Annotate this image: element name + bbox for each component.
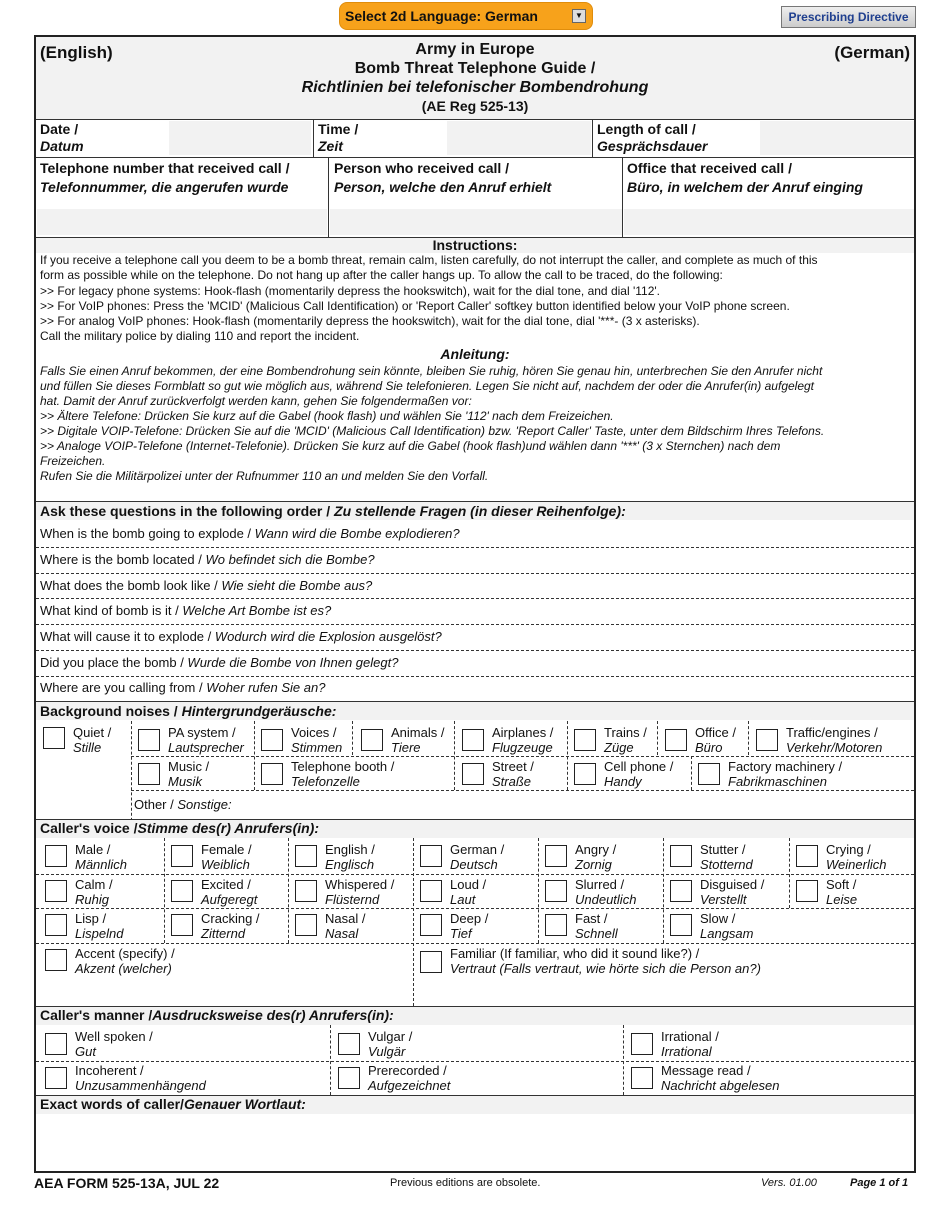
label-soft: Soft / Leise xyxy=(826,877,858,907)
date-input[interactable] xyxy=(169,121,311,155)
checkbox-animals[interactable] xyxy=(361,729,383,751)
checkbox-nasal[interactable] xyxy=(295,914,317,936)
questions-title: Ask these questions in the following order / Zu stellende Fragen (in dieser Reihenfolge): xyxy=(40,503,626,519)
label-slurred: Slurred / Undeutlich xyxy=(575,877,637,907)
checkbox-stutter[interactable] xyxy=(670,845,692,867)
form-id: AEA FORM 525-13A, JUL 22 xyxy=(34,1175,220,1191)
checkbox-office[interactable] xyxy=(665,729,687,751)
language-select-label: Select 2d Language: German xyxy=(345,8,538,24)
checkbox-loud[interactable] xyxy=(420,880,442,902)
regulation-ref: (AE Reg 525-13) xyxy=(421,98,529,114)
label-airplanes: Airplanes / Flugzeuge xyxy=(492,725,554,755)
time-input[interactable] xyxy=(447,121,591,155)
office-input[interactable] xyxy=(624,209,914,235)
checkbox-voices[interactable] xyxy=(261,729,283,751)
checkbox-well-spoken[interactable] xyxy=(45,1033,67,1055)
exact-words-input[interactable] xyxy=(37,1115,913,1171)
label-nasal: Nasal / Nasal xyxy=(325,911,366,941)
callers-manner-title: Caller's manner /Ausdrucksweise des(r) Anrufers(in): xyxy=(40,1007,394,1023)
callers-voice-title: Caller's voice /Stimme des(r) Anrufers(in): xyxy=(40,820,320,836)
label-male: Male / Männlich xyxy=(75,842,128,872)
question-1[interactable]: When is the bomb going to explode / Wann wird die Bombe explodieren? xyxy=(40,526,460,541)
checkbox-familiar[interactable] xyxy=(420,951,442,973)
label-voices: Voices / Stimmen xyxy=(291,725,343,755)
label-office: Office / Büro xyxy=(695,725,736,755)
german-label: (German) xyxy=(834,43,910,62)
checkbox-slurred[interactable] xyxy=(545,880,567,902)
checkbox-pa-system[interactable] xyxy=(138,729,160,751)
length-label: Length of call / Gesprächsdauer xyxy=(597,121,708,154)
label-quiet: Quiet / Stille xyxy=(73,725,112,755)
obsolete-note: Previous editions are obsolete. xyxy=(390,1177,541,1189)
title-line-2: Bomb Threat Telephone Guide / xyxy=(354,60,596,77)
bomb-threat-form xyxy=(34,35,916,1173)
label-well-spoken: Well spoken / Gut xyxy=(75,1029,153,1059)
label-familiar: Familiar (If familiar, who did it sound like?) / Vertraut (Falls vertraut, wie hörte sich die Person an?) xyxy=(450,946,761,976)
checkbox-english[interactable] xyxy=(295,845,317,867)
checkbox-lisp[interactable] xyxy=(45,914,67,936)
title-line-3: Richtlinien bei telefonischer Bombendrohung xyxy=(301,79,649,96)
telephone-number-label: Telephone number that received call / Telefonnummer, die angerufen wurde xyxy=(40,160,290,195)
checkbox-whispered[interactable] xyxy=(295,880,317,902)
label-calm: Calm / Ruhig xyxy=(75,877,113,907)
checkbox-street[interactable] xyxy=(462,763,484,785)
checkbox-fast[interactable] xyxy=(545,914,567,936)
checkbox-quiet[interactable] xyxy=(43,727,65,749)
label-cell-phone: Cell phone / Handy xyxy=(604,759,674,789)
instructions-title: Instructions: xyxy=(432,237,518,253)
english-label: (English) xyxy=(40,43,113,62)
checkbox-factory-machinery[interactable] xyxy=(698,763,720,785)
label-vulgar: Vulgar / Vulgär xyxy=(368,1029,413,1059)
page-number: Page 1 of 1 xyxy=(850,1177,909,1189)
checkbox-airplanes[interactable] xyxy=(462,729,484,751)
checkbox-angry[interactable] xyxy=(545,845,567,867)
label-angry: Angry / Zornig xyxy=(575,842,617,872)
label-music: Music / Musik xyxy=(168,759,210,789)
checkbox-irrational[interactable] xyxy=(631,1033,653,1055)
label-pa-system: PA system / Lautsprecher xyxy=(168,725,244,755)
label-excited: Excited / Aufgeregt xyxy=(201,877,258,907)
question-2[interactable]: Where is the bomb located / Wo befindet sich die Bombe? xyxy=(40,552,375,567)
question-3[interactable]: What does the bomb look like / Wie sieht die Bombe aus? xyxy=(40,578,373,593)
checkbox-calm[interactable] xyxy=(45,880,67,902)
label-animals: Animals / Tiere xyxy=(391,725,445,755)
version-label: Vers. 01.00 xyxy=(761,1177,817,1189)
label-lisp: Lisp / Lispelnd xyxy=(75,911,124,941)
telephone-number-input[interactable] xyxy=(37,209,327,235)
checkbox-vulgar[interactable] xyxy=(338,1033,360,1055)
checkbox-deep[interactable] xyxy=(420,914,442,936)
label-street: Street / Straße xyxy=(492,759,534,789)
label-accent: Accent (specify) / Akzent (welcher) xyxy=(75,946,175,976)
checkbox-message-read[interactable] xyxy=(631,1067,653,1089)
label-deep: Deep / Tief xyxy=(450,911,489,941)
person-label: Person who received call / Person, welche den Anruf erhielt xyxy=(334,160,552,195)
label-loud: Loud / Laut xyxy=(450,877,487,907)
person-input[interactable] xyxy=(330,209,622,235)
checkbox-cracking[interactable] xyxy=(171,914,193,936)
checkbox-female[interactable] xyxy=(171,845,193,867)
label-stutter: Stutter / Stotternd xyxy=(700,842,753,872)
label-female: Female / Weiblich xyxy=(201,842,252,872)
label-german: German / Deutsch xyxy=(450,842,505,872)
instructions-english: If you receive a telephone call you deem to be a bomb threat, remain calm, listen carefully, do not interrupt the caller, and complete as much of this form as possible while on the telephone. Do not hang up after the caller hangs up. To allow the call to be traced, do the following: >> For legacy phone systems: Hook-flash (momentarily depress the hookswitch), wait for the dial tone, and dial '112'. >> For VoIP phones: Press the 'MCID' (Malicious Call Identification) or 'Report Caller' softkey button identified below your VoIP phone screen. >> For analog VoIP phones: Hook-flash (momentarily depress the hookswitch), wait for the dial tone, dial '***- (3 x asterisks). Call the military police by dialing 110 and report the incident. xyxy=(40,253,818,344)
label-fast: Fast / Schnell xyxy=(575,911,618,941)
question-4[interactable]: What kind of bomb is it / Welche Art Bombe ist es? xyxy=(40,603,332,618)
chevron-down-icon[interactable]: ▼ xyxy=(572,9,586,23)
question-7[interactable]: Where are you calling from / Woher rufen Sie an? xyxy=(40,680,326,695)
label-whispered: Whispered / Flüsternd xyxy=(325,877,395,907)
checkbox-cell-phone[interactable] xyxy=(574,763,596,785)
label-other: Other / Sonstige: xyxy=(134,797,232,812)
label-factory-machinery: Factory machinery / Fabrikmaschinen xyxy=(728,759,843,789)
label-slow: Slow / Langsam xyxy=(700,911,754,941)
checkbox-incoherent[interactable] xyxy=(45,1067,67,1089)
checkbox-soft[interactable] xyxy=(796,880,818,902)
checkbox-trains[interactable] xyxy=(574,729,596,751)
instructions-german: Falls Sie einen Anruf bekommen, der eine Bombendrohung sein könnte, bleiben Sie ruhig, hören Sie genau hin, unterbrechen Sie den Anrufer nicht und füllen Sie dieses Formblatt so gut wie möglich aus, während Sie telefonieren. Legen Sie nicht auf, nachdem der oder die Anrufer(in) aufgelegt hat. Damit der Anruf zurückverfolgt werden kann, gehen Sie folgendermaßen vor: >> Ältere Telefone: Drücken Sie kurz auf die Gabel (hook flash) und wählen Sie '112' nach dem Freizeichen. >> Digitale VOIP-Telefone: Drücken Sie auf die 'MCID' (Malicious Call Identification) bzw. 'Report Caller' Taste, unter dem Bildschirm Ihres Telefons. >> Analoge VOIP-Telefone (Internet-Telefonie). Drücken Sie kurz auf die Gabel (hook flash)und wählen dann '***' (3 x Sternchen) nach dem Freizeichen. Rufen Sie die Militärpolizei unter der Rufnummer 110 an und melden Sie den Vorfall. xyxy=(40,364,825,483)
label-crying: Crying / Weinerlich xyxy=(826,842,887,872)
question-5[interactable]: What will cause it to explode / Wodurch wird die Explosion ausgelöst? xyxy=(40,629,442,644)
time-label: Time / Zeit xyxy=(318,121,359,154)
checkbox-music[interactable] xyxy=(138,763,160,785)
label-prerecorded: Prerecorded / Aufgezeichnet xyxy=(368,1063,451,1093)
question-6[interactable]: Did you place the bomb / Wurde die Bombe von Ihnen gelegt? xyxy=(40,655,399,670)
checkbox-accent[interactable] xyxy=(45,949,67,971)
label-disguised: Disguised / Verstellt xyxy=(700,877,765,907)
prescribing-directive-button[interactable]: Prescribing Directive xyxy=(781,6,916,28)
office-label: Office that received call / Büro, in welchem der Anruf einging xyxy=(627,160,863,195)
length-input[interactable] xyxy=(760,121,914,155)
form-header xyxy=(36,37,914,119)
label-message-read: Message read / Nachricht abgelesen xyxy=(661,1063,780,1093)
checkbox-traffic[interactable] xyxy=(756,729,778,751)
label-traffic: Traffic/engines / Verkehr/Motoren xyxy=(786,725,883,755)
label-cracking: Cracking / Zitternd xyxy=(201,911,260,941)
label-trains: Trains / Züge xyxy=(604,725,647,755)
label-telephone-booth: Telephone booth / Telefonzelle xyxy=(291,759,395,789)
checkbox-prerecorded[interactable] xyxy=(338,1067,360,1089)
checkbox-crying[interactable] xyxy=(796,845,818,867)
checkbox-german[interactable] xyxy=(420,845,442,867)
label-incoherent: Incoherent / Unzusammenhängend xyxy=(75,1063,206,1093)
instructions-german-title: Anleitung: xyxy=(440,346,510,362)
checkbox-excited[interactable] xyxy=(171,880,193,902)
language-select[interactable] xyxy=(339,2,593,30)
checkbox-slow[interactable] xyxy=(670,914,692,936)
form-title xyxy=(36,40,914,116)
checkbox-male[interactable] xyxy=(45,845,67,867)
other-noise-input[interactable] xyxy=(246,794,906,818)
label-english: English / Englisch xyxy=(325,842,375,872)
label-irrational: Irrational / Irrational xyxy=(661,1029,719,1059)
checkbox-telephone-booth[interactable] xyxy=(261,763,283,785)
checkbox-disguised[interactable] xyxy=(670,880,692,902)
background-noises-title: Background noises / Hintergrundgeräusche: xyxy=(40,703,337,719)
title-line-1: Army in Europe xyxy=(415,41,535,58)
date-label: Date / Datum xyxy=(40,121,84,154)
exact-words-title: Exact words of caller/Genauer Wortlaut: xyxy=(40,1096,306,1112)
